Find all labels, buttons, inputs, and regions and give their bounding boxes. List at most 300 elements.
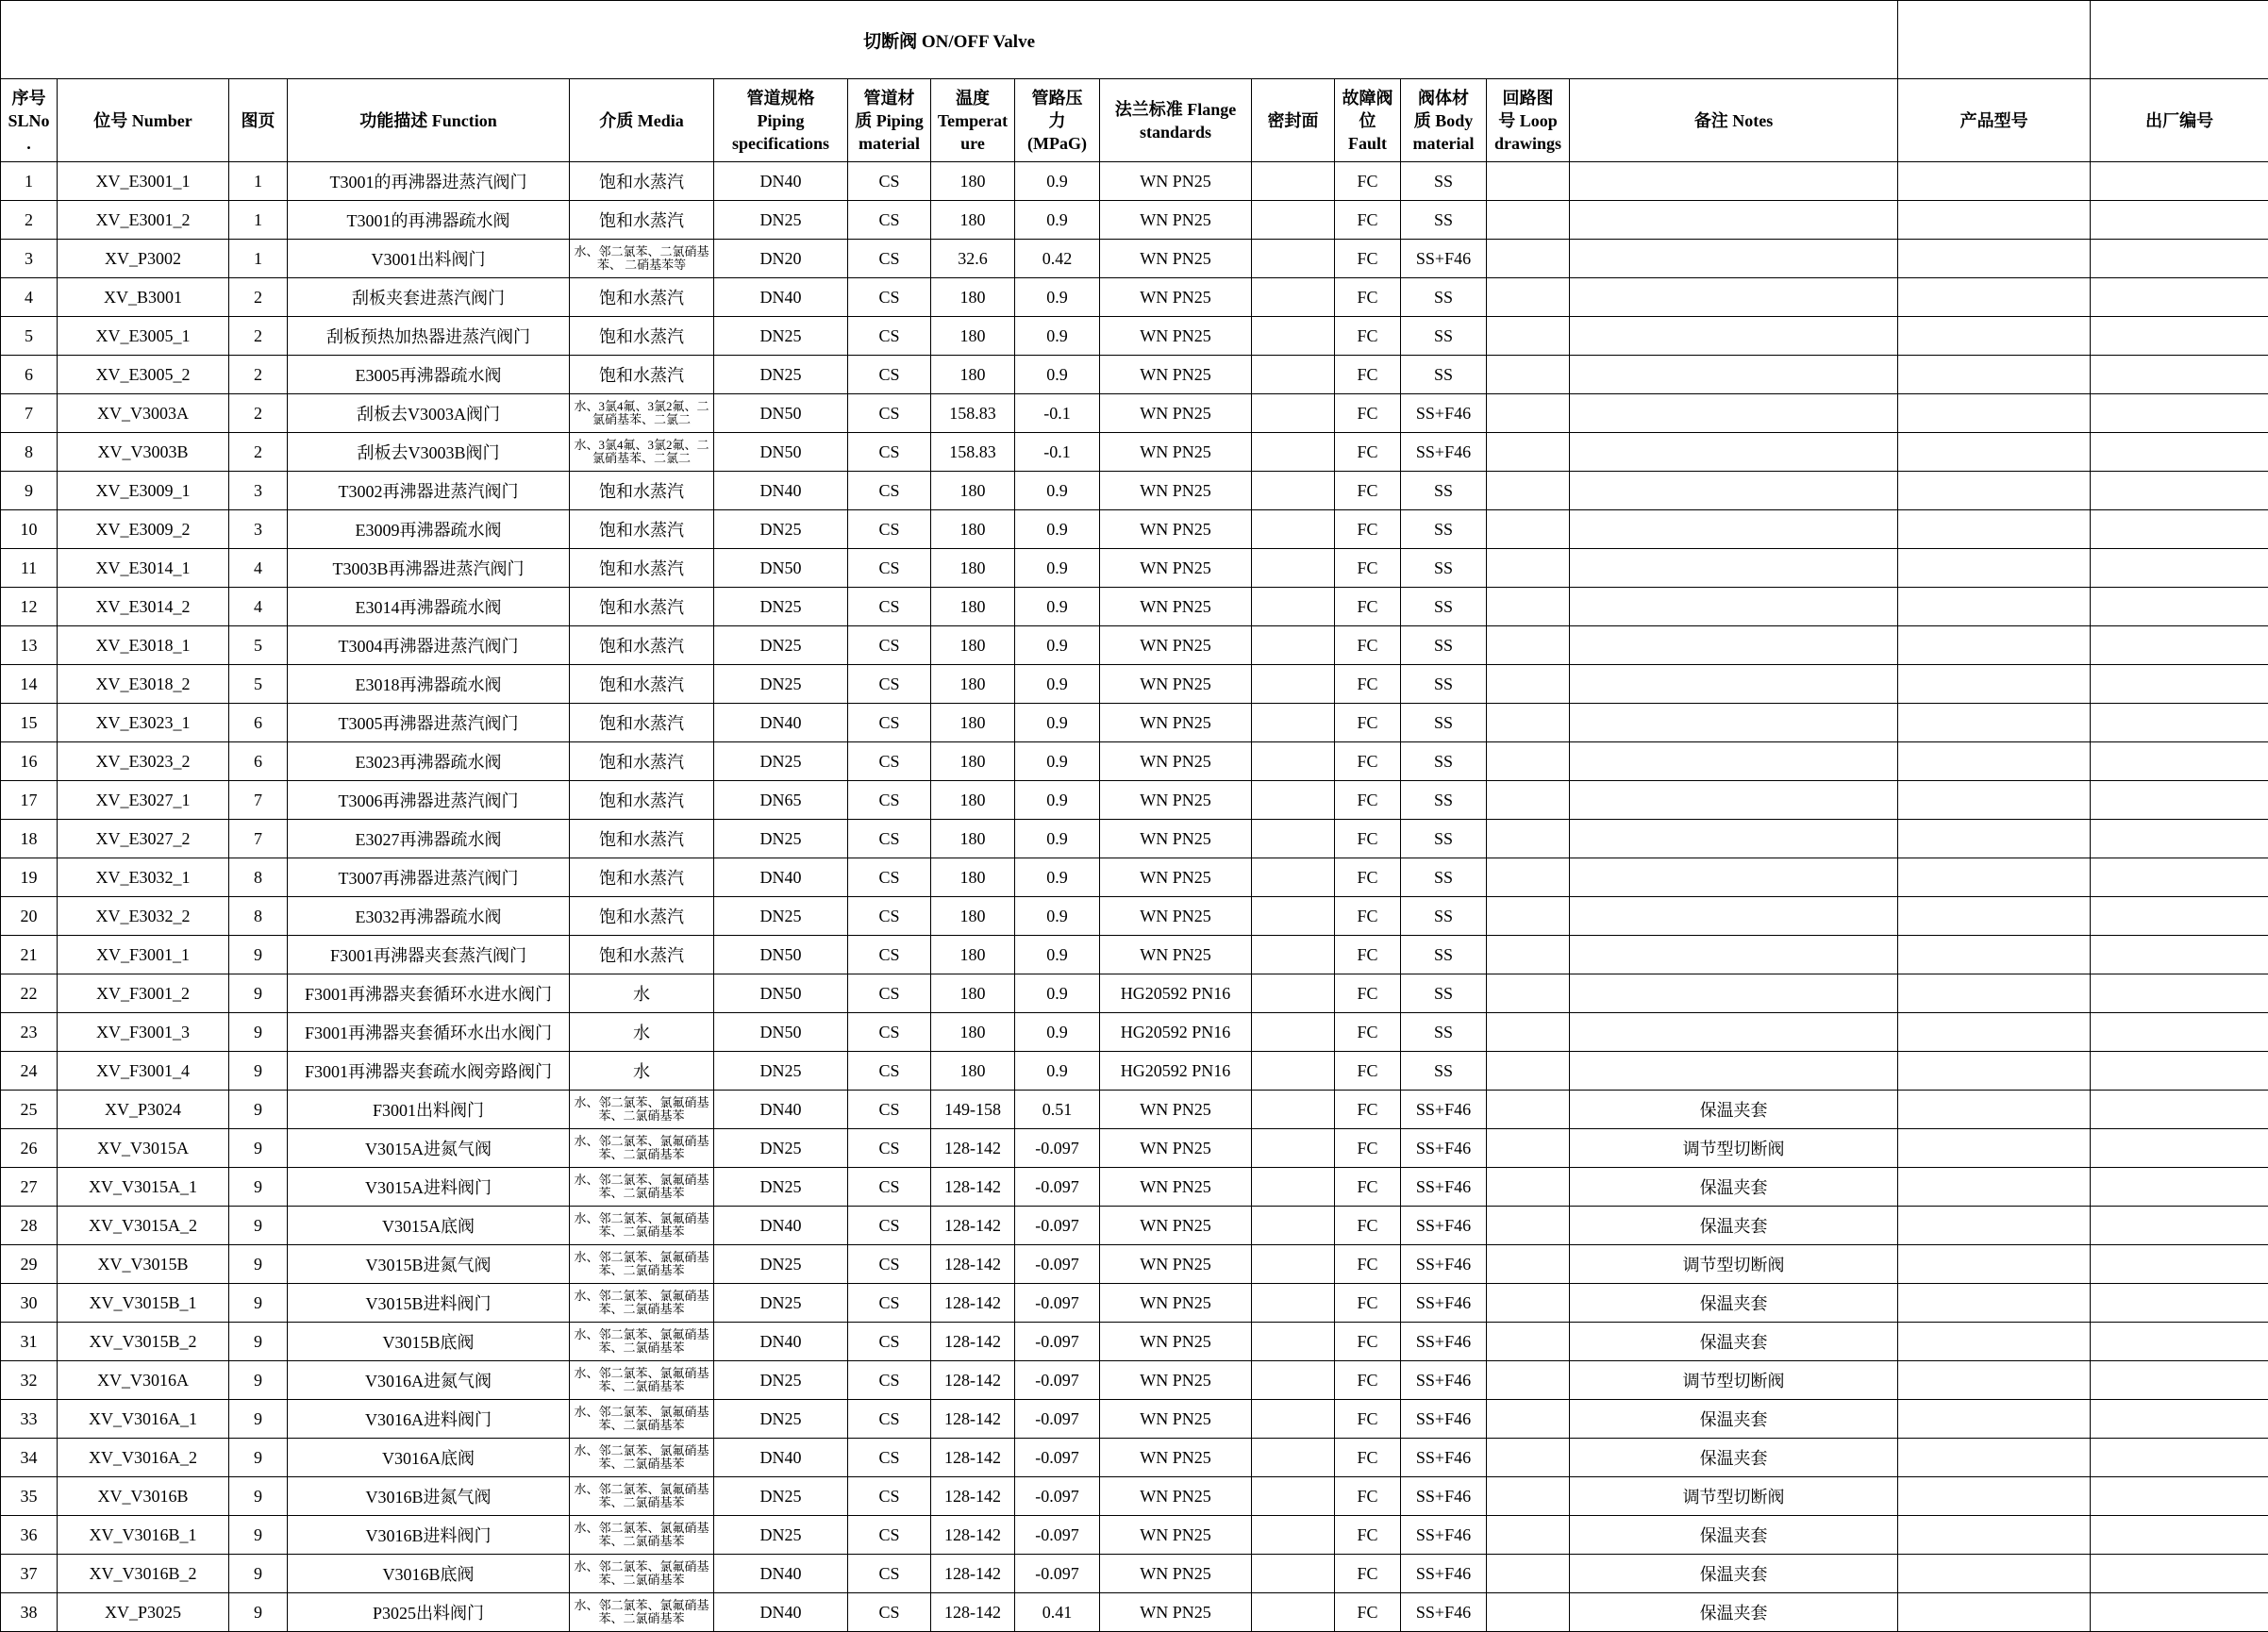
cell-page: 9 xyxy=(229,1284,288,1323)
cell-body-material: SS+F46 xyxy=(1401,1323,1487,1361)
cell-serial-number xyxy=(2091,472,2268,510)
cell-function: 刮板夹套进蒸汽阀门 xyxy=(288,278,570,317)
cell-temperature: 180 xyxy=(931,1013,1015,1052)
cell-piping-material: CS xyxy=(848,1013,931,1052)
cell-function: T3002再沸器进蒸汽阀门 xyxy=(288,472,570,510)
cell-serial-number xyxy=(2091,1477,2268,1516)
cell-function: F3001再沸器夹套疏水阀旁路阀门 xyxy=(288,1052,570,1091)
cell-flange: WN PN25 xyxy=(1100,1555,1252,1593)
cell-pressure: 0.9 xyxy=(1015,626,1100,665)
cell-sl-no: 38 xyxy=(1,1593,58,1632)
cell-sl-no: 12 xyxy=(1,588,58,626)
cell-function: V3016B进料阀门 xyxy=(288,1516,570,1555)
cell-piping-material: CS xyxy=(848,1361,931,1400)
cell-product-model xyxy=(1898,1439,2091,1477)
cell-piping-material: CS xyxy=(848,1284,931,1323)
cell-fault: FC xyxy=(1335,1207,1401,1245)
cell-fault: FC xyxy=(1335,1323,1401,1361)
cell-page: 9 xyxy=(229,1361,288,1400)
cell-media: 水、邻二氯苯、氯氟硝基苯、二氯硝基苯 xyxy=(570,1439,714,1477)
cell-fault: FC xyxy=(1335,704,1401,742)
cell-flange: WN PN25 xyxy=(1100,820,1252,858)
cell-pressure: -0.097 xyxy=(1015,1129,1100,1168)
cell-product-model xyxy=(1898,1593,2091,1632)
table-body xyxy=(1,162,2268,1632)
cell-notes xyxy=(1570,1052,1898,1091)
cell-fault: FC xyxy=(1335,1593,1401,1632)
cell-tag-number: XV_V3003B xyxy=(58,433,229,472)
cell-body-material: SS xyxy=(1401,820,1487,858)
cell-body-material: SS+F46 xyxy=(1401,1361,1487,1400)
cell-flange: WN PN25 xyxy=(1100,317,1252,356)
cell-flange: WN PN25 xyxy=(1100,897,1252,936)
cell-sl-no: 7 xyxy=(1,394,58,433)
cell-body-material: SS xyxy=(1401,781,1487,820)
cell-piping-spec: DN25 xyxy=(714,1361,848,1400)
cell-body-material: SS xyxy=(1401,201,1487,240)
cell-function: P3025出料阀门 xyxy=(288,1593,570,1632)
cell-flange: WN PN25 xyxy=(1100,549,1252,588)
cell-fault: FC xyxy=(1335,1361,1401,1400)
header-page: 图页 xyxy=(229,79,288,162)
cell-product-model xyxy=(1898,394,2091,433)
cell-piping-material: CS xyxy=(848,317,931,356)
cell-notes xyxy=(1570,820,1898,858)
cell-media: 水、邻二氯苯、氯氟硝基苯、二氯硝基苯 xyxy=(570,1361,714,1400)
cell-seal xyxy=(1252,1555,1335,1593)
cell-serial-number xyxy=(2091,936,2268,974)
header-loop-drawings: 回路图 号 Loop drawings xyxy=(1487,79,1570,162)
cell-notes: 保温夹套 xyxy=(1570,1593,1898,1632)
cell-media: 水、邻二氯苯、氯氟硝基苯、二氯硝基苯 xyxy=(570,1207,714,1245)
table-row xyxy=(1,1439,2268,1477)
cell-serial-number xyxy=(2091,1129,2268,1168)
cell-function: F3001再沸器夹套循环水出水阀门 xyxy=(288,1013,570,1052)
cell-product-model xyxy=(1898,626,2091,665)
cell-product-model xyxy=(1898,1284,2091,1323)
sheet-title: 切断阀 ON/OFF Valve xyxy=(1,1,1898,79)
cell-pressure: 0.9 xyxy=(1015,1013,1100,1052)
cell-flange: WN PN25 xyxy=(1100,1400,1252,1439)
table-row xyxy=(1,1207,2268,1245)
cell-loop-drawing xyxy=(1487,626,1570,665)
cell-flange: WN PN25 xyxy=(1100,1091,1252,1129)
cell-notes: 保温夹套 xyxy=(1570,1400,1898,1439)
cell-serial-number xyxy=(2091,356,2268,394)
cell-seal xyxy=(1252,626,1335,665)
cell-body-material: SS+F46 xyxy=(1401,1284,1487,1323)
cell-function: E3023再沸器疏水阀 xyxy=(288,742,570,781)
cell-body-material: SS xyxy=(1401,626,1487,665)
cell-function: T3003B再沸器进蒸汽阀门 xyxy=(288,549,570,588)
table-row xyxy=(1,394,2268,433)
cell-piping-spec: DN40 xyxy=(714,704,848,742)
cell-loop-drawing xyxy=(1487,356,1570,394)
cell-page: 9 xyxy=(229,1052,288,1091)
cell-serial-number xyxy=(2091,897,2268,936)
cell-page: 9 xyxy=(229,974,288,1013)
title-blank-serial xyxy=(2091,1,2268,79)
cell-piping-spec: DN25 xyxy=(714,665,848,704)
cell-serial-number xyxy=(2091,626,2268,665)
cell-temperature: 180 xyxy=(931,510,1015,549)
cell-piping-spec: DN50 xyxy=(714,433,848,472)
cell-loop-drawing xyxy=(1487,317,1570,356)
cell-page: 9 xyxy=(229,1091,288,1129)
cell-page: 6 xyxy=(229,742,288,781)
cell-media: 水、邻二氯苯、氯氟硝基苯、二氯硝基苯 xyxy=(570,1168,714,1207)
cell-piping-spec: DN40 xyxy=(714,1323,848,1361)
cell-pressure: 0.9 xyxy=(1015,317,1100,356)
cell-product-model xyxy=(1898,1091,2091,1129)
cell-temperature: 180 xyxy=(931,162,1015,201)
cell-product-model xyxy=(1898,897,2091,936)
cell-temperature: 180 xyxy=(931,472,1015,510)
cell-piping-spec: DN25 xyxy=(714,1245,848,1284)
cell-serial-number xyxy=(2091,665,2268,704)
cell-fault: FC xyxy=(1335,820,1401,858)
cell-pressure: -0.097 xyxy=(1015,1323,1100,1361)
cell-media: 饱和水蒸汽 xyxy=(570,549,714,588)
cell-media: 水、邻二氯苯、氯氟硝基苯、二氯硝基苯 xyxy=(570,1245,714,1284)
cell-notes xyxy=(1570,356,1898,394)
table-row xyxy=(1,1516,2268,1555)
cell-media: 水、邻二氯苯、氯氟硝基苯、二氯硝基苯 xyxy=(570,1284,714,1323)
cell-product-model xyxy=(1898,201,2091,240)
cell-pressure: 0.9 xyxy=(1015,665,1100,704)
cell-media: 饱和水蒸汽 xyxy=(570,588,714,626)
cell-sl-no: 33 xyxy=(1,1400,58,1439)
cell-notes xyxy=(1570,936,1898,974)
table-row xyxy=(1,665,2268,704)
cell-page: 2 xyxy=(229,317,288,356)
cell-temperature: 128-142 xyxy=(931,1555,1015,1593)
cell-seal xyxy=(1252,1245,1335,1284)
cell-sl-no: 27 xyxy=(1,1168,58,1207)
cell-notes xyxy=(1570,472,1898,510)
cell-temperature: 180 xyxy=(931,1052,1015,1091)
cell-notes xyxy=(1570,626,1898,665)
cell-piping-spec: DN25 xyxy=(714,1052,848,1091)
cell-fault: FC xyxy=(1335,1284,1401,1323)
cell-pressure: 0.9 xyxy=(1015,472,1100,510)
cell-serial-number xyxy=(2091,858,2268,897)
cell-product-model xyxy=(1898,433,2091,472)
cell-media: 饱和水蒸汽 xyxy=(570,936,714,974)
cell-product-model xyxy=(1898,472,2091,510)
cell-temperature: 180 xyxy=(931,665,1015,704)
table-row xyxy=(1,1091,2268,1129)
cell-product-model xyxy=(1898,858,2091,897)
cell-pressure: -0.097 xyxy=(1015,1439,1100,1477)
cell-notes xyxy=(1570,742,1898,781)
cell-notes: 保温夹套 xyxy=(1570,1555,1898,1593)
cell-tag-number: XV_V3015B xyxy=(58,1245,229,1284)
cell-temperature: 180 xyxy=(931,356,1015,394)
cell-sl-no: 10 xyxy=(1,510,58,549)
cell-fault: FC xyxy=(1335,665,1401,704)
cell-tag-number: XV_V3015B_1 xyxy=(58,1284,229,1323)
cell-product-model xyxy=(1898,1207,2091,1245)
cell-loop-drawing xyxy=(1487,162,1570,201)
cell-notes: 保温夹套 xyxy=(1570,1284,1898,1323)
cell-seal xyxy=(1252,974,1335,1013)
cell-product-model xyxy=(1898,317,2091,356)
cell-notes xyxy=(1570,394,1898,433)
cell-product-model xyxy=(1898,1129,2091,1168)
cell-loop-drawing xyxy=(1487,201,1570,240)
cell-pressure: 0.9 xyxy=(1015,781,1100,820)
cell-loop-drawing xyxy=(1487,1555,1570,1593)
cell-flange: WN PN25 xyxy=(1100,781,1252,820)
cell-serial-number xyxy=(2091,433,2268,472)
cell-piping-spec: DN25 xyxy=(714,356,848,394)
table-row xyxy=(1,897,2268,936)
cell-tag-number: XV_V3016B_1 xyxy=(58,1516,229,1555)
cell-temperature: 128-142 xyxy=(931,1593,1015,1632)
cell-fault: FC xyxy=(1335,858,1401,897)
cell-product-model xyxy=(1898,1361,2091,1400)
cell-fault: FC xyxy=(1335,201,1401,240)
cell-tag-number: XV_E3023_1 xyxy=(58,704,229,742)
cell-body-material: SS xyxy=(1401,472,1487,510)
cell-tag-number: XV_E3014_1 xyxy=(58,549,229,588)
cell-notes: 保温夹套 xyxy=(1570,1091,1898,1129)
cell-seal xyxy=(1252,1516,1335,1555)
header-temperature: 温度 Temperat ure xyxy=(931,79,1015,162)
cell-sl-no: 20 xyxy=(1,897,58,936)
cell-product-model xyxy=(1898,588,2091,626)
cell-piping-material: CS xyxy=(848,201,931,240)
cell-sl-no: 13 xyxy=(1,626,58,665)
cell-pressure: 0.9 xyxy=(1015,201,1100,240)
cell-loop-drawing xyxy=(1487,858,1570,897)
cell-media: 饱和水蒸汽 xyxy=(570,317,714,356)
cell-body-material: SS+F46 xyxy=(1401,1129,1487,1168)
cell-piping-spec: DN25 xyxy=(714,626,848,665)
cell-temperature: 180 xyxy=(931,820,1015,858)
cell-product-model xyxy=(1898,1323,2091,1361)
cell-loop-drawing xyxy=(1487,588,1570,626)
cell-body-material: SS+F46 xyxy=(1401,1477,1487,1516)
cell-flange: WN PN25 xyxy=(1100,1361,1252,1400)
header-product-model: 产品型号 xyxy=(1898,79,2091,162)
cell-function: V3016A进料阀门 xyxy=(288,1400,570,1439)
cell-temperature: 128-142 xyxy=(931,1477,1015,1516)
cell-fault: FC xyxy=(1335,240,1401,278)
cell-pressure: 0.9 xyxy=(1015,936,1100,974)
cell-page: 3 xyxy=(229,510,288,549)
title-row xyxy=(1,1,2268,79)
cell-function: T3005再沸器进蒸汽阀门 xyxy=(288,704,570,742)
cell-loop-drawing xyxy=(1487,1168,1570,1207)
cell-serial-number xyxy=(2091,201,2268,240)
cell-piping-spec: DN40 xyxy=(714,1091,848,1129)
cell-product-model xyxy=(1898,742,2091,781)
cell-tag-number: XV_E3027_1 xyxy=(58,781,229,820)
cell-pressure: 0.9 xyxy=(1015,820,1100,858)
cell-tag-number: XV_E3018_2 xyxy=(58,665,229,704)
table-row xyxy=(1,162,2268,201)
cell-body-material: SS xyxy=(1401,936,1487,974)
cell-piping-spec: DN40 xyxy=(714,858,848,897)
cell-body-material: SS xyxy=(1401,665,1487,704)
cell-pressure: 0.9 xyxy=(1015,549,1100,588)
cell-body-material: SS+F46 xyxy=(1401,1593,1487,1632)
cell-seal xyxy=(1252,1400,1335,1439)
cell-temperature: 180 xyxy=(931,201,1015,240)
cell-tag-number: XV_E3014_2 xyxy=(58,588,229,626)
cell-fault: FC xyxy=(1335,742,1401,781)
cell-piping-spec: DN50 xyxy=(714,936,848,974)
table-row xyxy=(1,704,2268,742)
cell-seal xyxy=(1252,1361,1335,1400)
cell-sl-no: 5 xyxy=(1,317,58,356)
header-function: 功能描述 Function xyxy=(288,79,570,162)
cell-flange: WN PN25 xyxy=(1100,1439,1252,1477)
header-serial-number: 出厂编号 xyxy=(2091,79,2268,162)
cell-notes: 调节型切断阀 xyxy=(1570,1245,1898,1284)
cell-pressure: -0.097 xyxy=(1015,1207,1100,1245)
cell-notes xyxy=(1570,549,1898,588)
cell-sl-no: 3 xyxy=(1,240,58,278)
cell-product-model xyxy=(1898,1245,2091,1284)
cell-fault: FC xyxy=(1335,1245,1401,1284)
cell-function: 刮板去V3003B阀门 xyxy=(288,433,570,472)
cell-function: E3018再沸器疏水阀 xyxy=(288,665,570,704)
cell-piping-material: CS xyxy=(848,936,931,974)
cell-pressure: -0.097 xyxy=(1015,1245,1100,1284)
cell-serial-number xyxy=(2091,1400,2268,1439)
cell-flange: WN PN25 xyxy=(1100,356,1252,394)
cell-serial-number xyxy=(2091,1284,2268,1323)
cell-seal xyxy=(1252,1052,1335,1091)
cell-fault: FC xyxy=(1335,278,1401,317)
cell-fault: FC xyxy=(1335,1052,1401,1091)
header-piping-material: 管道材 质 Piping material xyxy=(848,79,931,162)
cell-fault: FC xyxy=(1335,1439,1401,1477)
table-row xyxy=(1,1323,2268,1361)
cell-product-model xyxy=(1898,240,2091,278)
cell-page: 9 xyxy=(229,1400,288,1439)
cell-serial-number xyxy=(2091,974,2268,1013)
cell-fault: FC xyxy=(1335,433,1401,472)
cell-media: 水、邻二氯苯、氯氟硝基苯、二氯硝基苯 xyxy=(570,1516,714,1555)
table-row xyxy=(1,1400,2268,1439)
cell-function: V3001出料阀门 xyxy=(288,240,570,278)
cell-loop-drawing xyxy=(1487,1245,1570,1284)
cell-flange: WN PN25 xyxy=(1100,278,1252,317)
cell-flange: WN PN25 xyxy=(1100,665,1252,704)
cell-body-material: SS xyxy=(1401,317,1487,356)
cell-temperature: 128-142 xyxy=(931,1400,1015,1439)
cell-media: 饱和水蒸汽 xyxy=(570,626,714,665)
cell-media: 水、邻二氯苯、二氯硝基苯、 二硝基苯等 xyxy=(570,240,714,278)
cell-pressure: -0.097 xyxy=(1015,1168,1100,1207)
cell-seal xyxy=(1252,1323,1335,1361)
cell-sl-no: 22 xyxy=(1,974,58,1013)
cell-tag-number: XV_E3018_1 xyxy=(58,626,229,665)
cell-loop-drawing xyxy=(1487,1207,1570,1245)
cell-pressure: 0.9 xyxy=(1015,974,1100,1013)
cell-function: V3016A进氮气阀 xyxy=(288,1361,570,1400)
table-row xyxy=(1,858,2268,897)
cell-piping-spec: DN40 xyxy=(714,1439,848,1477)
cell-sl-no: 1 xyxy=(1,162,58,201)
cell-flange: WN PN25 xyxy=(1100,1207,1252,1245)
cell-piping-spec: DN50 xyxy=(714,1013,848,1052)
cell-serial-number xyxy=(2091,394,2268,433)
cell-notes xyxy=(1570,781,1898,820)
cell-piping-material: CS xyxy=(848,781,931,820)
cell-loop-drawing xyxy=(1487,1013,1570,1052)
table-row xyxy=(1,1555,2268,1593)
cell-body-material: SS xyxy=(1401,1013,1487,1052)
cell-product-model xyxy=(1898,278,2091,317)
cell-loop-drawing xyxy=(1487,510,1570,549)
cell-sl-no: 28 xyxy=(1,1207,58,1245)
cell-media: 水、3氯4氟、3氯2氟、二氯硝基苯、二氯二 xyxy=(570,433,714,472)
cell-pressure: 0.9 xyxy=(1015,510,1100,549)
table-row xyxy=(1,1013,2268,1052)
cell-function: 刮板预热加热器进蒸汽阀门 xyxy=(288,317,570,356)
cell-product-model xyxy=(1898,1516,2091,1555)
table-row xyxy=(1,936,2268,974)
cell-pressure: 0.9 xyxy=(1015,742,1100,781)
cell-notes xyxy=(1570,240,1898,278)
cell-pressure: -0.097 xyxy=(1015,1477,1100,1516)
cell-function: V3015A进料阀门 xyxy=(288,1168,570,1207)
cell-seal xyxy=(1252,1593,1335,1632)
cell-temperature: 149-158 xyxy=(931,1091,1015,1129)
cell-media: 饱和水蒸汽 xyxy=(570,820,714,858)
cell-piping-spec: DN50 xyxy=(714,974,848,1013)
cell-fault: FC xyxy=(1335,974,1401,1013)
cell-seal xyxy=(1252,1168,1335,1207)
cell-sl-no: 23 xyxy=(1,1013,58,1052)
cell-flange: WN PN25 xyxy=(1100,394,1252,433)
cell-piping-material: CS xyxy=(848,1168,931,1207)
cell-function: T3001的再沸器进蒸汽阀门 xyxy=(288,162,570,201)
cell-notes: 保温夹套 xyxy=(1570,1207,1898,1245)
cell-flange: HG20592 PN16 xyxy=(1100,1052,1252,1091)
cell-tag-number: XV_F3001_2 xyxy=(58,974,229,1013)
cell-tag-number: XV_E3027_2 xyxy=(58,820,229,858)
cell-media: 饱和水蒸汽 xyxy=(570,201,714,240)
cell-loop-drawing xyxy=(1487,1361,1570,1400)
cell-temperature: 180 xyxy=(931,626,1015,665)
table-row xyxy=(1,820,2268,858)
cell-piping-material: CS xyxy=(848,742,931,781)
cell-body-material: SS+F46 xyxy=(1401,1516,1487,1555)
cell-temperature: 128-142 xyxy=(931,1245,1015,1284)
cell-temperature: 180 xyxy=(931,549,1015,588)
cell-piping-material: CS xyxy=(848,162,931,201)
cell-seal xyxy=(1252,510,1335,549)
cell-tag-number: XV_P3002 xyxy=(58,240,229,278)
cell-tag-number: XV_V3016A xyxy=(58,1361,229,1400)
cell-body-material: SS xyxy=(1401,704,1487,742)
cell-piping-material: CS xyxy=(848,394,931,433)
cell-media: 饱和水蒸汽 xyxy=(570,510,714,549)
cell-sl-no: 14 xyxy=(1,665,58,704)
cell-page: 9 xyxy=(229,1516,288,1555)
cell-loop-drawing xyxy=(1487,240,1570,278)
table-row xyxy=(1,1477,2268,1516)
cell-seal xyxy=(1252,1013,1335,1052)
table-row xyxy=(1,781,2268,820)
cell-flange: WN PN25 xyxy=(1100,858,1252,897)
